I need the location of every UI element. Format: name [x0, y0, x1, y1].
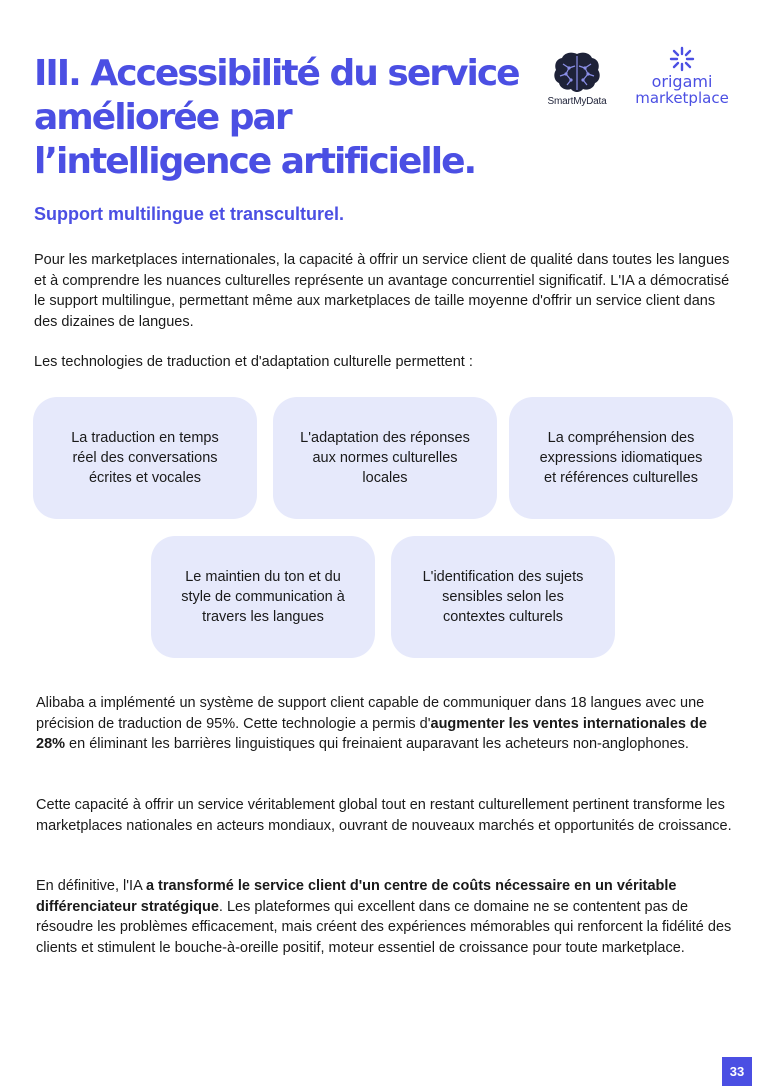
smartmydata-label: SmartMyData [547, 96, 607, 107]
conclusion-paragraph [36, 876, 736, 958]
section-subtitle: Support multilingue et transculturel. [34, 204, 345, 224]
feature-card: L'adaptation des réponses aux normes culturelles locales [273, 397, 497, 519]
page-number: 33 [722, 1057, 752, 1086]
origami-marketplace-logo [626, 46, 738, 107]
conclusion-highlight: a transformé le service client d'un centre de coûts nécessaire en un véritable différenciateur stratégique [36, 878, 677, 915]
conclusion-text-end: . Les plateformes qui excellent dans ce domaine ne se contentent pas de résoudre les problèmes efficacement, mais créent des expériences mémorables qui renforcent la fidélité des clients et stimulent le bouche-à-oreille positif, moteur essentiel de croissance pour toute marketplace. [36, 898, 732, 956]
feature-card: L'identification des sujets sensibles selon les contextes culturels [391, 536, 615, 658]
origami-label: origami [651, 72, 713, 91]
conclusion-text-start: En définitive, l'IA [36, 878, 146, 894]
feature-card: La compréhension des expressions idiomatiques et références culturelles [509, 397, 733, 519]
list-intro-paragraph: Les technologies de traduction et d'adaptation culturelle permettent : [34, 354, 473, 370]
alibaba-highlight: augmenter les ventes internationales de 28% [36, 715, 707, 752]
intro-paragraph: Pour les marketplaces internationales, la capacité à offrir un service client de qualité dans toutes les langues et à comprendre les nuances culturelles représente un avantage concurrentiel significatif. L'IA a démocratisé le support multilingue, permettant même aux marketplaces de taille moyenne d'offrir un service client dans des dizaines de langues. [34, 252, 730, 330]
origami-star-icon [669, 46, 695, 72]
page-title: III. Accessibilité du service améliorée par l’intelligence artificielle. [34, 53, 519, 182]
feature-card: Le maintien du ton et du style de communication à travers les langues [151, 536, 375, 658]
brain-icon [551, 50, 603, 94]
alibaba-paragraph [36, 693, 736, 755]
global-service-paragraph: Cette capacité à offrir un service véritablement global tout en restant culturellement pertinent transforme les marketplaces nationales en acteurs mondiaux, ouvrant de nouveaux marchés et opportunités de croissance. [36, 797, 732, 834]
alibaba-text-end: en éliminant les barrières linguistiques qui freinaient auparavant les acheteurs non-anglophones. [65, 736, 689, 752]
smartmydata-logo [538, 50, 616, 107]
feature-card: La traduction en temps réel des conversations écrites et vocales [33, 397, 257, 519]
marketplace-label: marketplace [635, 89, 729, 107]
alibaba-text-start: Alibaba a implémenté un système de support client capable de communiquer dans 18 langues avec une précision de traduction de 95%. Cette technologie a permis d' [36, 695, 705, 732]
